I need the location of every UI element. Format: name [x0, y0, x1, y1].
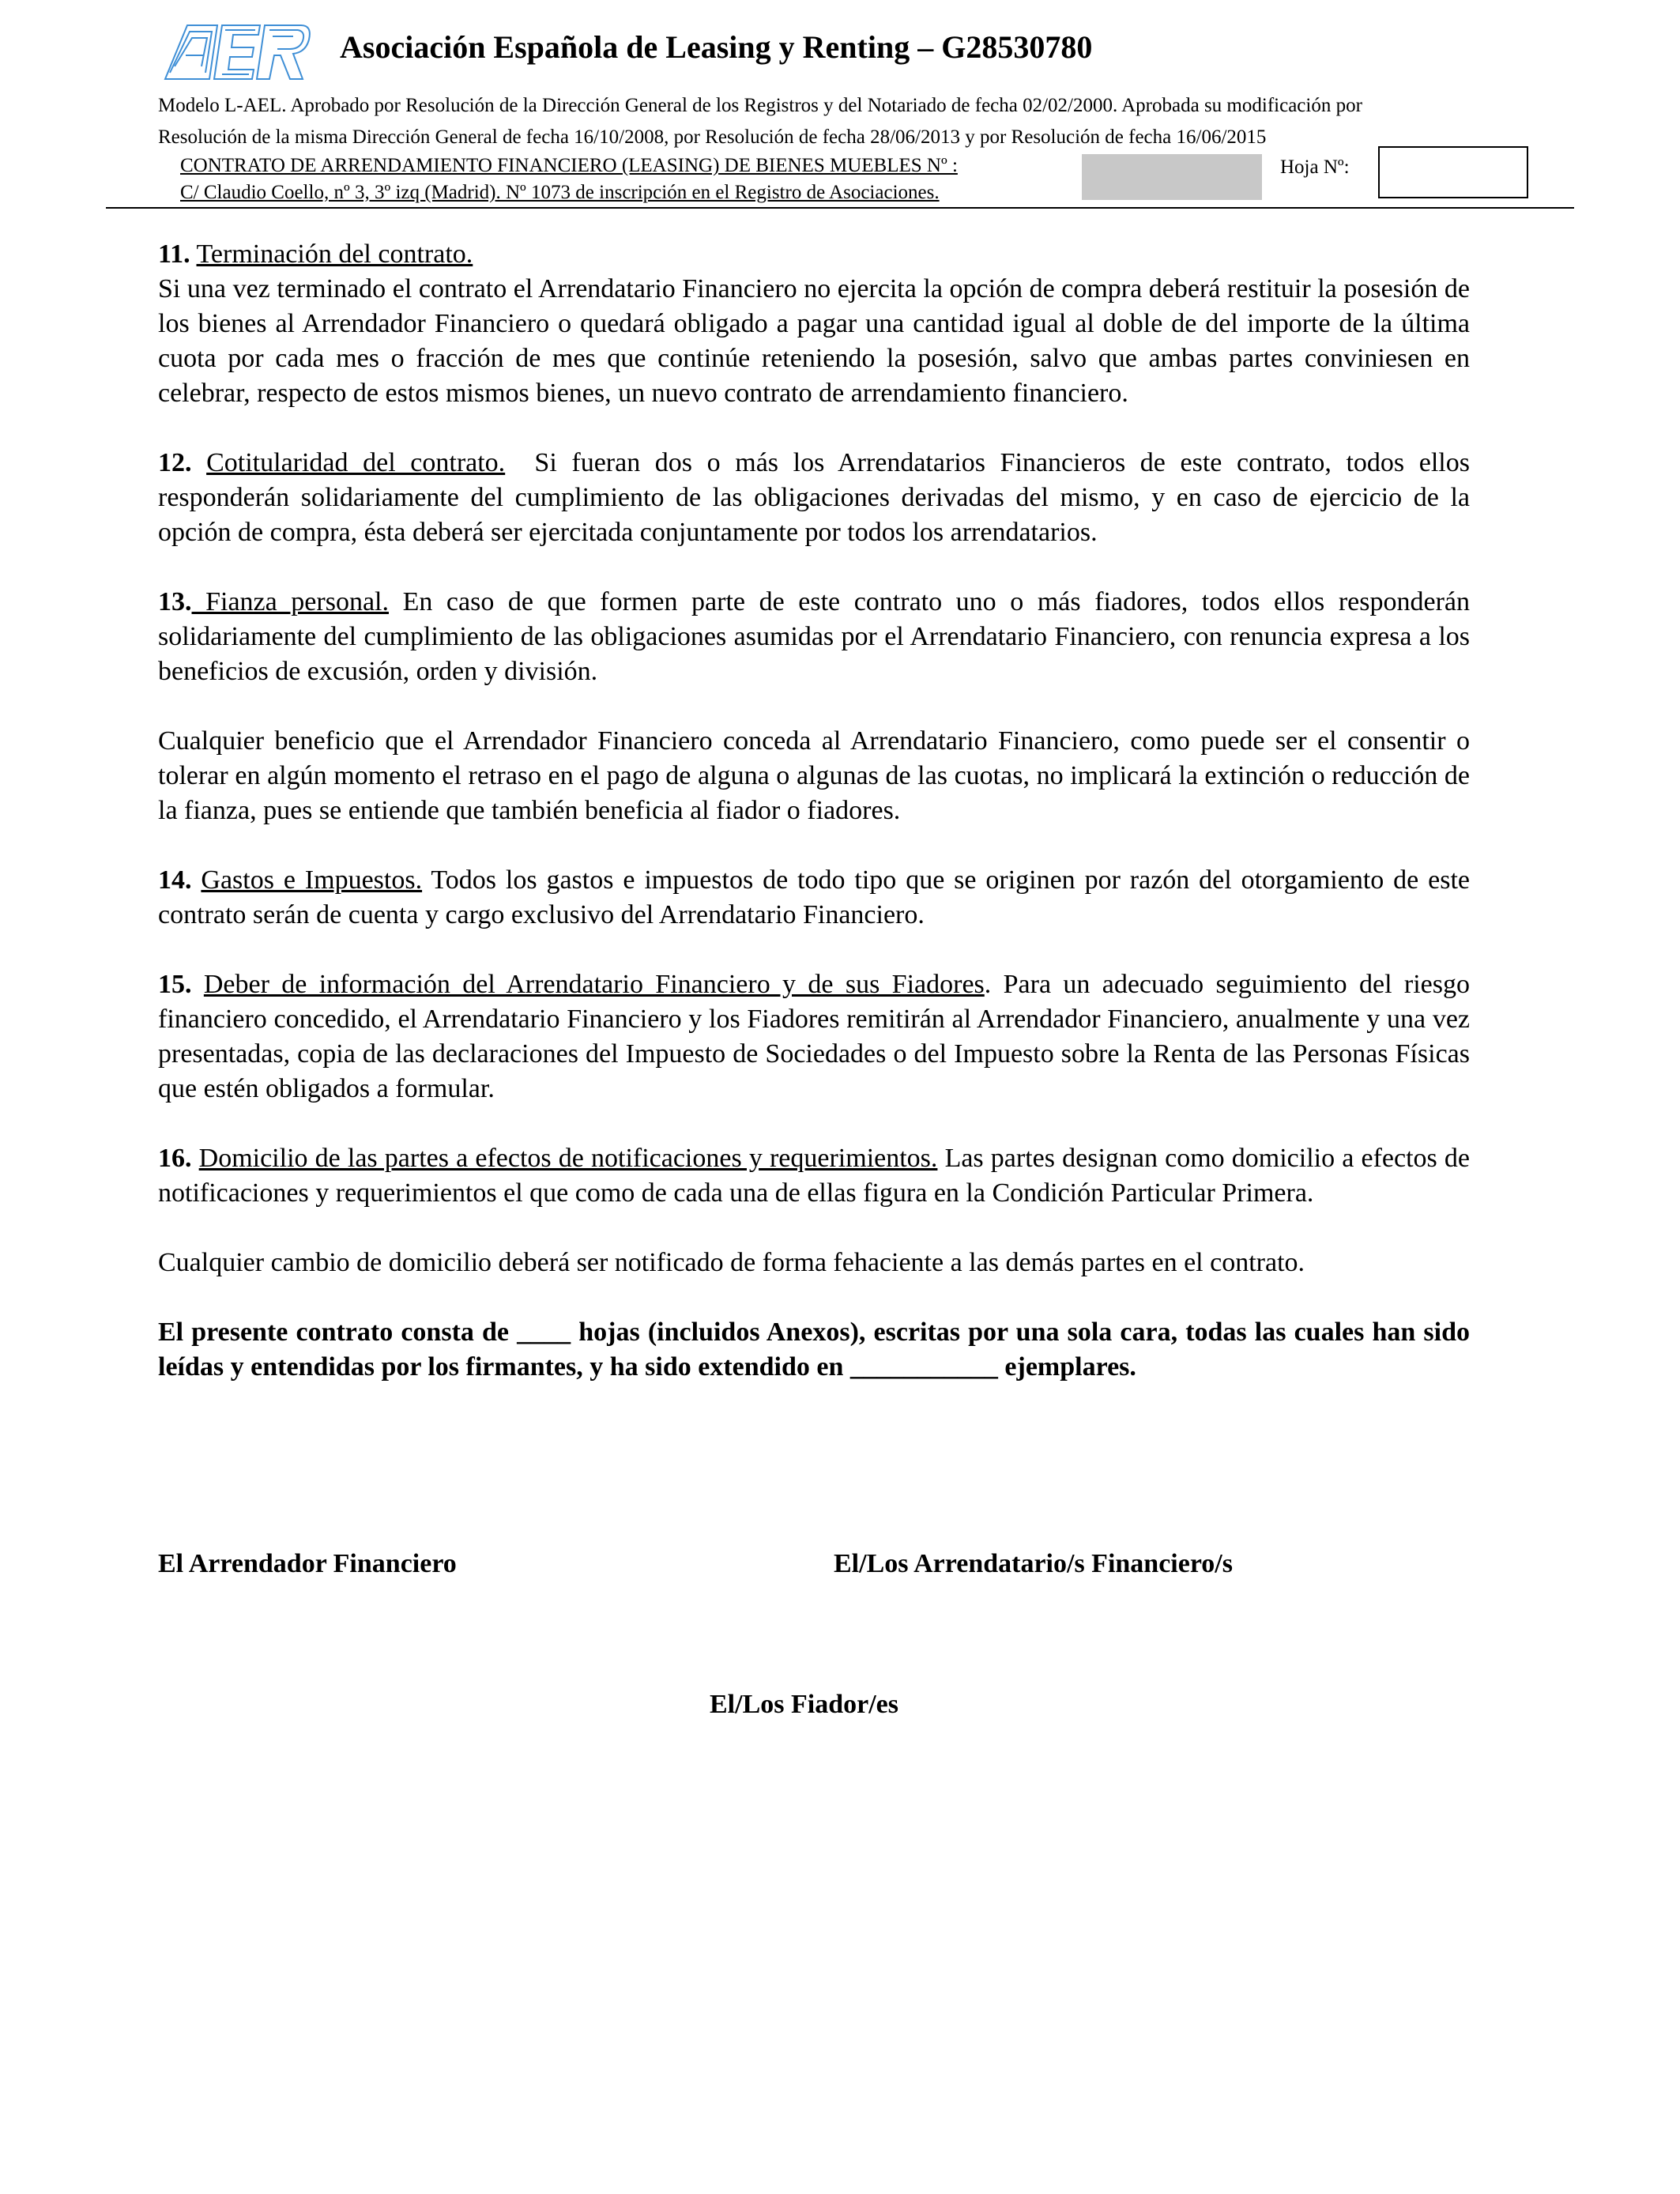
signature-label-fiador: El/Los Fiador/es [710, 1690, 898, 1719]
contract-body [158, 237, 1470, 1385]
clause-title: Gastos e Impuestos. [201, 865, 423, 895]
clause-number: 11. [158, 239, 190, 269]
clause-text: En caso de que formen parte de este contrato uno o más fiadores, todos ellos responderán solidariamente del cumplimiento de las obligaciones asumidas por el Arrendatario Financiero, con renuncia expresa a los beneficios de excusión, orden y división. [158, 587, 1471, 686]
contract-header: CONTRATO DE ARRENDAMIENTO FINANCIERO (LEASING) DE BIENES MUEBLES Nº : [180, 155, 958, 176]
header-divider [106, 207, 1574, 209]
clause-title: Domicilio de las partes a efectos de notificaciones y requerimientos. [198, 1144, 938, 1173]
signature-label-arrendatario: El/Los Arrendatario/s Financiero/s [834, 1549, 1233, 1578]
clause-16 [158, 1141, 1470, 1211]
clause-15 [158, 967, 1470, 1106]
signature-label-arrendador: El Arrendador Financiero [158, 1549, 457, 1578]
clause-13 [158, 585, 1470, 689]
approval-note-line-1: Modelo L-AEL. Aprobado por Resolución de la Dirección General de los Registros y del Notariado de fecha 02/02/2000. Aprobada su modificación por [158, 95, 1362, 116]
hoja-number-box[interactable] [1378, 146, 1528, 198]
clause-13-paragraph-2 [158, 724, 1470, 828]
clause-text: Cualquier cambio de domicilio deberá ser notificado de forma fehaciente a las demás partes en el contrato. [158, 1248, 1305, 1277]
clause-number: 13. [158, 587, 192, 616]
organization-title: Asociación Española de Leasing y Renting – G28530780 [340, 29, 1093, 65]
clause-number: 14. [158, 865, 192, 895]
clause-14 [158, 863, 1470, 933]
clause-12 [158, 446, 1470, 550]
clause-text: Todos los gastos e impuestos de todo tipo que se originen por razón del otorgamiento de este contrato serán de cuenta y cargo exclusivo del Arrendatario Financiero. [158, 865, 1470, 929]
clause-text: Si una vez terminado el contrato el Arrendatario Financiero no ejercita la opción de compra deberá restituir la posesión de los bienes al Arrendador Financiero o quedará obligado a pagar una cantidad igual al doble de del importe de la última cuota por cada mes o fracción de mes que continúe reteniendo la posesión, salvo que ambas partes conviniesen en celebrar, respecto de estos mismos bienes, un nuevo contrato de arrendamiento financiero. [158, 274, 1470, 408]
clause-16-paragraph-2 [158, 1246, 1470, 1280]
clause-11 [158, 237, 1470, 411]
ael-logo [162, 24, 312, 81]
approval-note-line-2: Resolución de la misma Dirección General de fecha 16/10/2008, por Resolución de fecha 28/06/2013 y por Resolución de fecha 16/06/2015 [158, 126, 1267, 148]
clause-number: 16. [158, 1144, 192, 1173]
clause-text: . Para un adecuado seguimiento del riesgo financiero concedido, el Arrendatario Financiero y los Fiadores remitirán al Arrendador Financiero, anualmente y una vez presentadas, copia de las declaraciones del Impuesto de Sociedades o del Impuesto sobre la Renta de las Personas Físicas que estén obligados a formular. [158, 970, 1471, 1103]
clause-text: Las partes designan como domicilio a efectos de notificaciones y requerimientos el que como de cada una de ellas figura en la Condición Particular Primera. [158, 1144, 1470, 1208]
clause-title: Deber de información del Arrendatario Financiero y de sus Fiadores [203, 970, 985, 999]
clause-text: Si fueran dos o más los Arrendatarios Financieros de este contrato, todos ellos responderán solidariamente del cumplimiento de las obligaciones derivadas del mismo, y en caso de ejercicio de la opción de compra, ésta deberá ser ejercitada conjuntamente por todos los arrendatarios. [158, 448, 1470, 547]
clause-title: Terminación del contrato. [196, 239, 473, 269]
hoja-label: Hoja Nº: [1280, 156, 1350, 178]
address-header: C/ Claudio Coello, nº 3, 3º izq (Madrid). Nº 1073 de inscripción en el Registro de Asociaciones. [180, 182, 940, 203]
clause-text: Cualquier beneficio que el Arrendador Financiero conceda al Arrendatario Financiero, como puede ser el consentir o tolerar en algún momento el retraso en el pago de alguna o algunas de las cuotas, no implicará la extinción o reducción de la fianza, pues se entiende que también beneficia al fiador o fiadores. [158, 726, 1470, 825]
clause-title: Cotitularidad del contrato. [206, 448, 506, 477]
redacted-contract-number [1082, 154, 1262, 200]
clause-number: 15. [158, 970, 192, 999]
clause-number: 12. [158, 448, 192, 477]
clause-title: Fianza personal. [191, 587, 389, 616]
closing-statement: El presente contrato consta de ____ hojas (incluidos Anexos), escritas por una sola cara, todas las cuales han sido leídas y entendidas por los firmantes, y ha sido extendido en ___________ ejemplares. [158, 1318, 1470, 1382]
